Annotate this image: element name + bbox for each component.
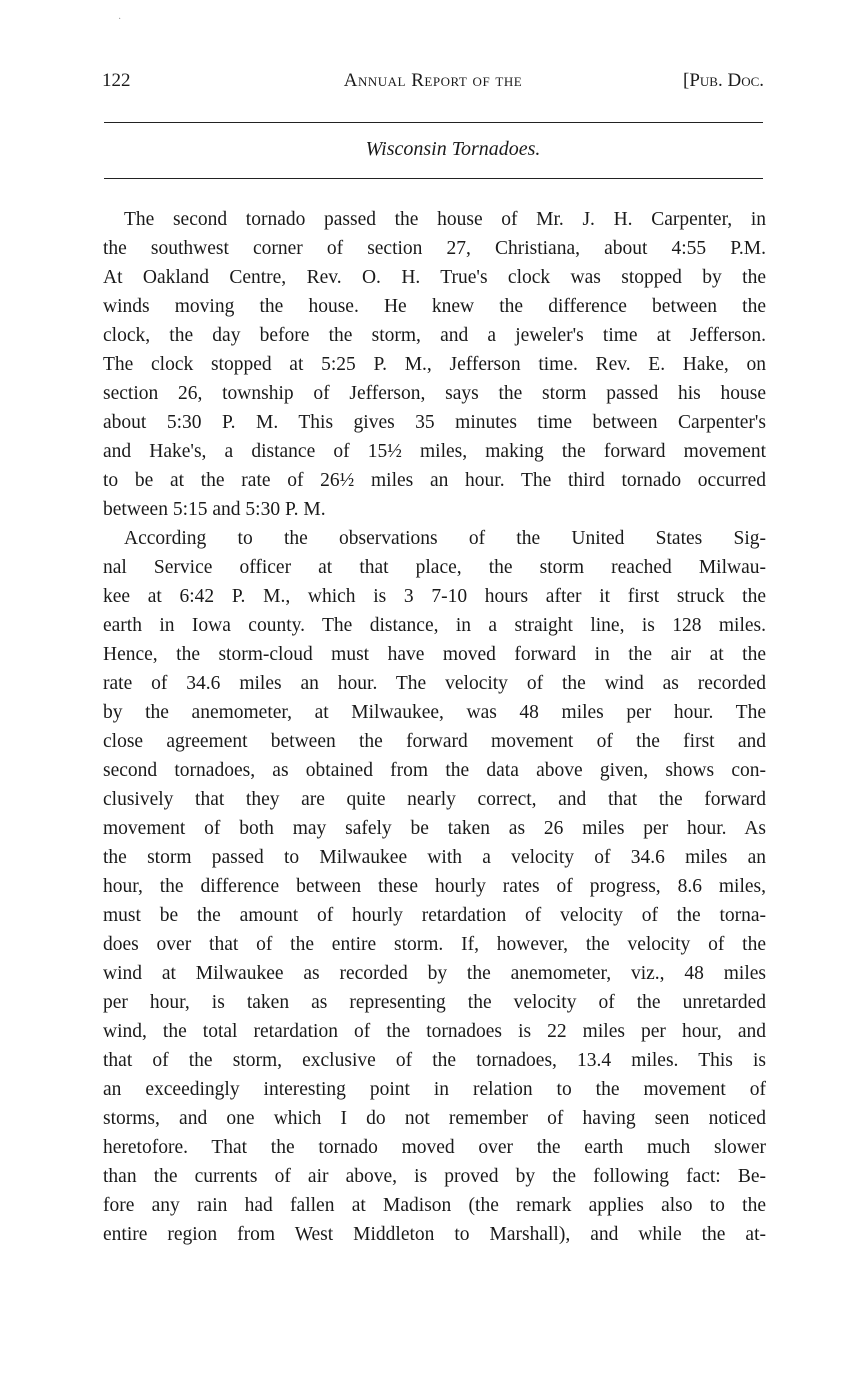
text-line: wind, the total retardation of the tornadoes is 22 miles per hour, and	[103, 1021, 766, 1042]
text-line: According to the observations of the United States Sig-	[124, 528, 766, 549]
body-text	[103, 205, 766, 1249]
text-line: that of the storm, exclusive of the tornadoes, 13.4 miles. This is	[103, 1050, 766, 1071]
text-line: close agreement between the forward movement of the first and	[103, 731, 766, 752]
text-line: wind at Milwaukee as recorded by the anemometer, viz., 48 miles	[103, 963, 766, 984]
text-line: storms, and one which I do not remember of having seen noticed	[103, 1108, 766, 1129]
text-line: clock, the day before the storm, and a jeweler's time at Jefferson.	[103, 325, 766, 346]
text-line: kee at 6:42 P. M., which is 3 7-10 hours after it first struck the	[103, 586, 766, 607]
text-line: earth in Iowa county. The distance, in a straight line, is 128 miles.	[103, 615, 766, 636]
text-line: and Hake's, a distance of 15½ miles, making the forward movement	[103, 441, 766, 462]
document-series: [Pub. Doc.	[683, 70, 764, 91]
text-line: heretofore. That the tornado moved over the earth much slower	[103, 1137, 766, 1158]
header-rule-bottom	[104, 178, 763, 179]
page-header	[102, 70, 764, 100]
paragraph-1	[103, 205, 766, 524]
text-line: entire region from West Middleton to Marshall), and while the at-	[103, 1224, 766, 1245]
text-line: movement of both may safely be taken as 26 miles per hour. As	[103, 818, 766, 839]
text-line: by the anemometer, at Milwaukee, was 48 miles per hour. The	[103, 702, 766, 723]
text-line: Hence, the storm-cloud must have moved forward in the air at the	[103, 644, 766, 665]
text-line: The clock stopped at 5:25 P. M., Jefferson time. Rev. E. Hake, on	[103, 354, 766, 375]
text-line: nal Service officer at that place, the storm reached Milwau-	[103, 557, 766, 578]
text-line: the southwest corner of section 27, Christiana, about 4:55 P.M.	[103, 238, 766, 259]
text-line: between 5:15 and 5:30 P. M.	[103, 499, 326, 520]
text-line: about 5:30 P. M. This gives 35 minutes time between Carpenter's	[103, 412, 766, 433]
text-line: than the currents of air above, is proved by the following fact: Be-	[103, 1166, 766, 1187]
running-title: Annual Report of the	[343, 70, 523, 91]
speck-mark: ·	[118, 14, 122, 25]
text-line: an exceedingly interesting point in relation to the movement of	[103, 1079, 766, 1100]
text-line: clusively that they are quite nearly correct, and that the forward	[103, 789, 766, 810]
text-line: per hour, is taken as representing the velocity of the unretarded	[103, 992, 766, 1013]
text-line: must be the amount of hourly retardation of velocity of the torna-	[103, 905, 766, 926]
section-subtitle: Wisconsin Tornadoes.	[365, 138, 541, 160]
text-line: winds moving the house. He knew the difference between the	[103, 296, 766, 317]
text-line: The second tornado passed the house of Mr. J. H. Carpenter, in	[124, 209, 766, 230]
text-line: to be at the rate of 26½ miles an hour. The third tornado occurred	[103, 470, 766, 491]
text-line: does over that of the entire storm. If, however, the velocity of the	[103, 934, 766, 955]
text-line: At Oakland Centre, Rev. O. H. True's clock was stopped by the	[103, 267, 766, 288]
text-line: rate of 34.6 miles an hour. The velocity of the wind as recorded	[103, 673, 766, 694]
page-number: 122	[102, 70, 131, 91]
text-line: fore any rain had fallen at Madison (the remark applies also to the	[103, 1195, 766, 1216]
text-line: section 26, township of Jefferson, says the storm passed his house	[103, 383, 766, 404]
text-line: hour, the difference between these hourly rates of progress, 8.6 miles,	[103, 876, 766, 897]
text-line: second tornadoes, as obtained from the data above given, shows con-	[103, 760, 766, 781]
header-rule-top	[104, 122, 763, 123]
text-line: the storm passed to Milwaukee with a velocity of 34.6 miles an	[103, 847, 766, 868]
paragraph-2	[103, 524, 766, 1249]
